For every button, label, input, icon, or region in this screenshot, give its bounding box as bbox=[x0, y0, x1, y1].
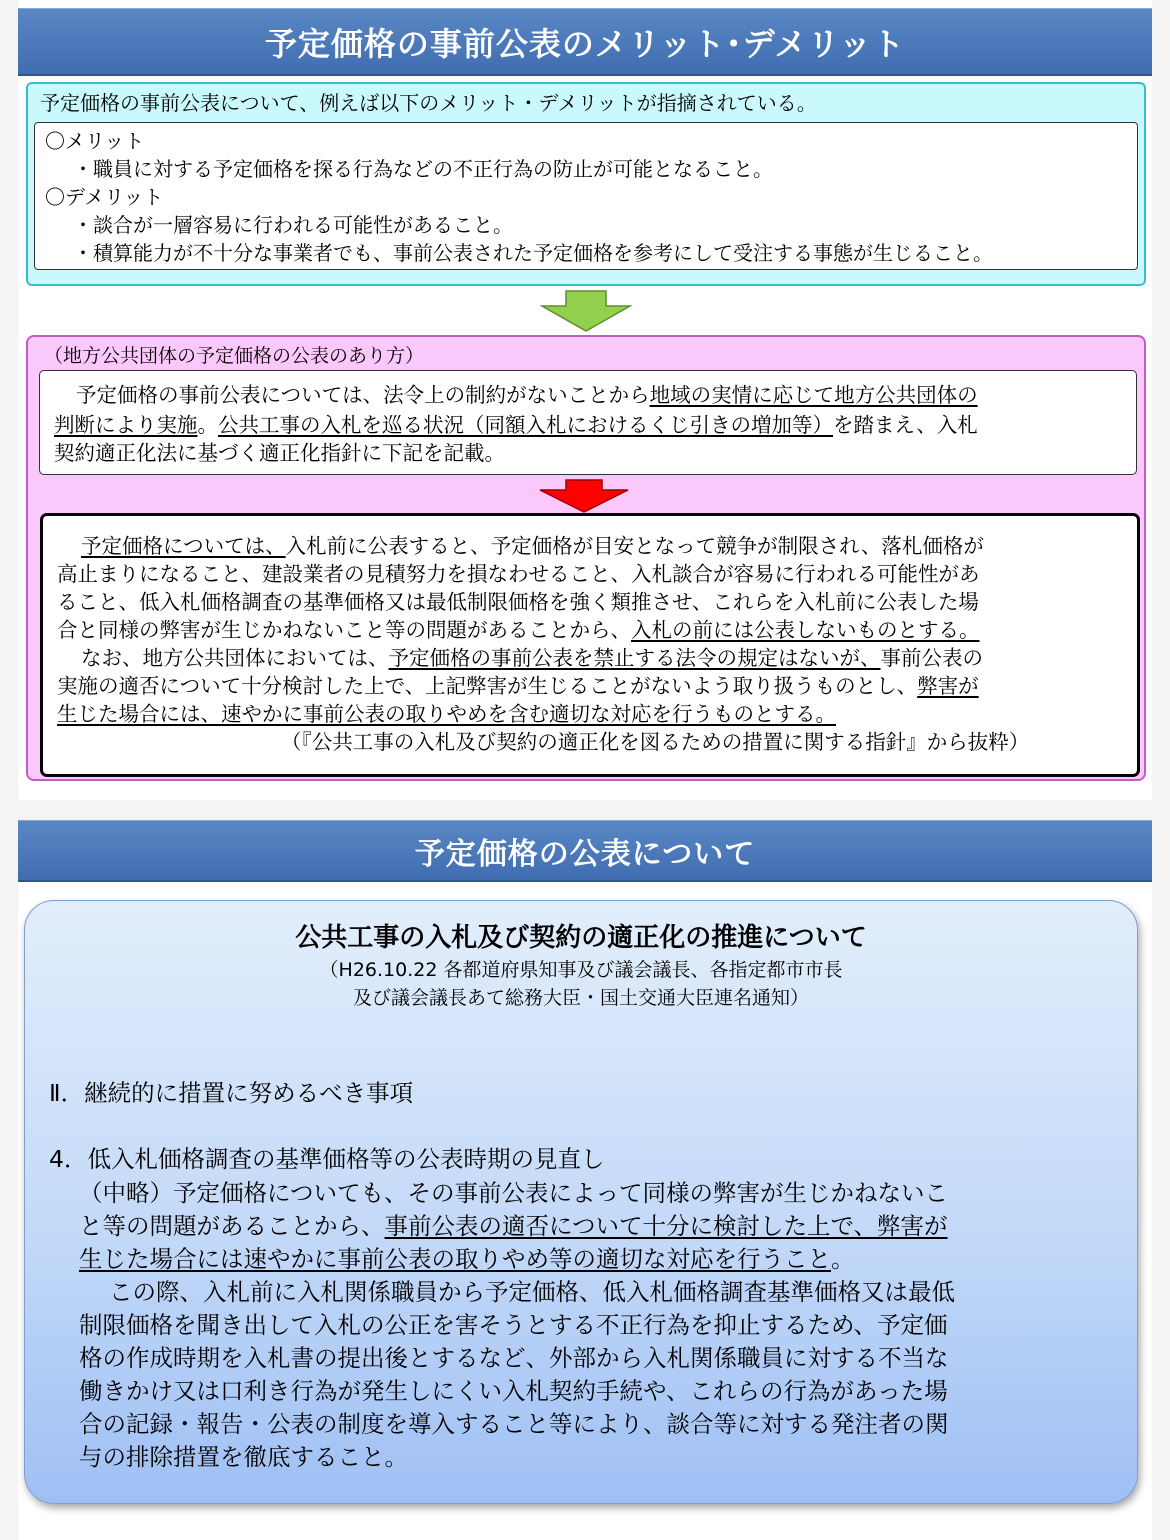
para2-line-2: 制限価格を聞き出して入札の公正を害そうとする不正行為を抑止するため、予定価 bbox=[79, 1311, 948, 1339]
notice-title: 公共工事の入札及び契約の適正化の推進について bbox=[295, 923, 867, 953]
green-down-arrow-icon bbox=[540, 290, 632, 332]
para2-line-1: この際、入札前に入札関係職員から予定価格、低入札価格調査基準価格又は最低 bbox=[109, 1278, 955, 1306]
intro-text: 予定価格の事前公表について、例えば以下のメリット・デメリットが指摘されている。 bbox=[40, 91, 817, 115]
para1-line-1: （中略）予定価格についても、その事前公表によって同様の弊害が生じかねないこ bbox=[79, 1179, 949, 1207]
para2-line-6: 与の排除措置を徹底すること。 bbox=[79, 1443, 408, 1471]
quote-line-4: 合と同様の弊害が生じかねないこと等の問題があることから、入札の前には公表しないものとする。 bbox=[57, 618, 980, 642]
para2-line-3: 格の作成時期を入札書の提出後とするなど、外部から入札関係職員に対する不当な bbox=[79, 1344, 949, 1372]
local-line-1: 予定価格の事前公表については、法令上の制約がないことから地域の実情に応じて地方公共団体の bbox=[76, 383, 978, 407]
merit-demerit-panel bbox=[18, 0, 1152, 800]
section1-title: 予定価格の事前公表のメリット･デメリット bbox=[18, 8, 1152, 76]
price-publication-panel bbox=[18, 820, 1152, 1540]
section-heading: Ⅱ．継続的に措置に努めるべき事項 bbox=[49, 1079, 414, 1107]
para1-line-3: 生じた場合には速やかに事前公表の取りやめ等の適切な対応を行うこと。 bbox=[79, 1245, 855, 1273]
para2-line-5: 合の記録・報告・公表の制度を導入すること等により、談合等に対する発注者の関 bbox=[79, 1410, 949, 1438]
quote-line-7: 生じた場合には、速やかに事前公表の取りやめを含む適切な対応を行うものとする。 bbox=[57, 702, 836, 726]
para1-line-2: と等の問題があることから、事前公表の適否について十分に検討した上で、弊害が bbox=[79, 1212, 948, 1240]
local-line-2: 判断により実施。公共工事の入札を巡る状況（同額入札におけるくじ引きの増加等）を踏まえ、入札 bbox=[54, 413, 978, 437]
quote-source: （『公共工事の入札及び契約の適正化を図るための措置に関する指針』から抜粋） bbox=[281, 730, 1030, 754]
demerit-item-2: ・積算能力が不十分な事業者でも、事前公表された予定価格を参考にして受注する事態が生じること。 bbox=[73, 241, 993, 265]
local-government-box bbox=[26, 335, 1146, 781]
quote-line-3: ること、低入札価格調査の基準価格又は最低制限価格を強く類推させ、これらを入札前に公表した場 bbox=[57, 590, 979, 614]
para2-line-4: 働きかけ又は口利き行為が発生しにくい入札契約手続や、これらの行為があった場 bbox=[79, 1377, 948, 1405]
notice-subtitle-1: （H26.10.22 各都道府県知事及び議会議長、各指定都市市長 bbox=[319, 959, 843, 981]
quote-line-1: 予定価格については、入札前に公表すると、予定価格が目安となって競争が制限され、落札価格が bbox=[81, 534, 984, 558]
red-down-arrow-icon bbox=[538, 479, 630, 513]
notice-subtitle-2: 及び議会議長あて総務大臣・国土交通大臣連名通知） bbox=[352, 987, 809, 1009]
demerit-heading: 〇デメリット bbox=[45, 185, 164, 209]
merit-demerit-box bbox=[26, 82, 1146, 286]
item-heading: 4．低入札価格調査の基準価格等の公表時期の見直し bbox=[49, 1145, 605, 1173]
local-government-text bbox=[39, 370, 1137, 475]
quote-line-2: 高止まりになること、建設業者の見積努力を損なわせること、入札談合が容易に行われる可能性があ bbox=[57, 562, 980, 586]
section2-title: 予定価格の公表について bbox=[18, 820, 1152, 882]
quote-line-6: 実施の適否について十分検討した上で、上記弊害が生じることがないよう取り扱うものとし、弊害が bbox=[57, 674, 979, 698]
notice-document-box bbox=[24, 900, 1138, 1504]
quote-line-5: なお、地方公共団体においては、予定価格の事前公表を禁止する法令の規定はないが、事前公表の bbox=[81, 646, 983, 670]
merit-heading: 〇メリット bbox=[45, 129, 145, 153]
merit-demerit-list bbox=[34, 122, 1138, 270]
local-line-3: 契約適正化法に基づく適正化指針に下記を記載。 bbox=[54, 441, 505, 465]
merit-item: ・職員に対する予定価格を探る行為などの不正行為の防止が可能となること。 bbox=[73, 157, 773, 181]
local-government-label: （地方公共団体の予定価格の公表のあり方） bbox=[44, 345, 425, 367]
guideline-quote-box bbox=[40, 513, 1140, 777]
demerit-item-1: ・談合が一層容易に行われる可能性があること。 bbox=[73, 213, 513, 237]
